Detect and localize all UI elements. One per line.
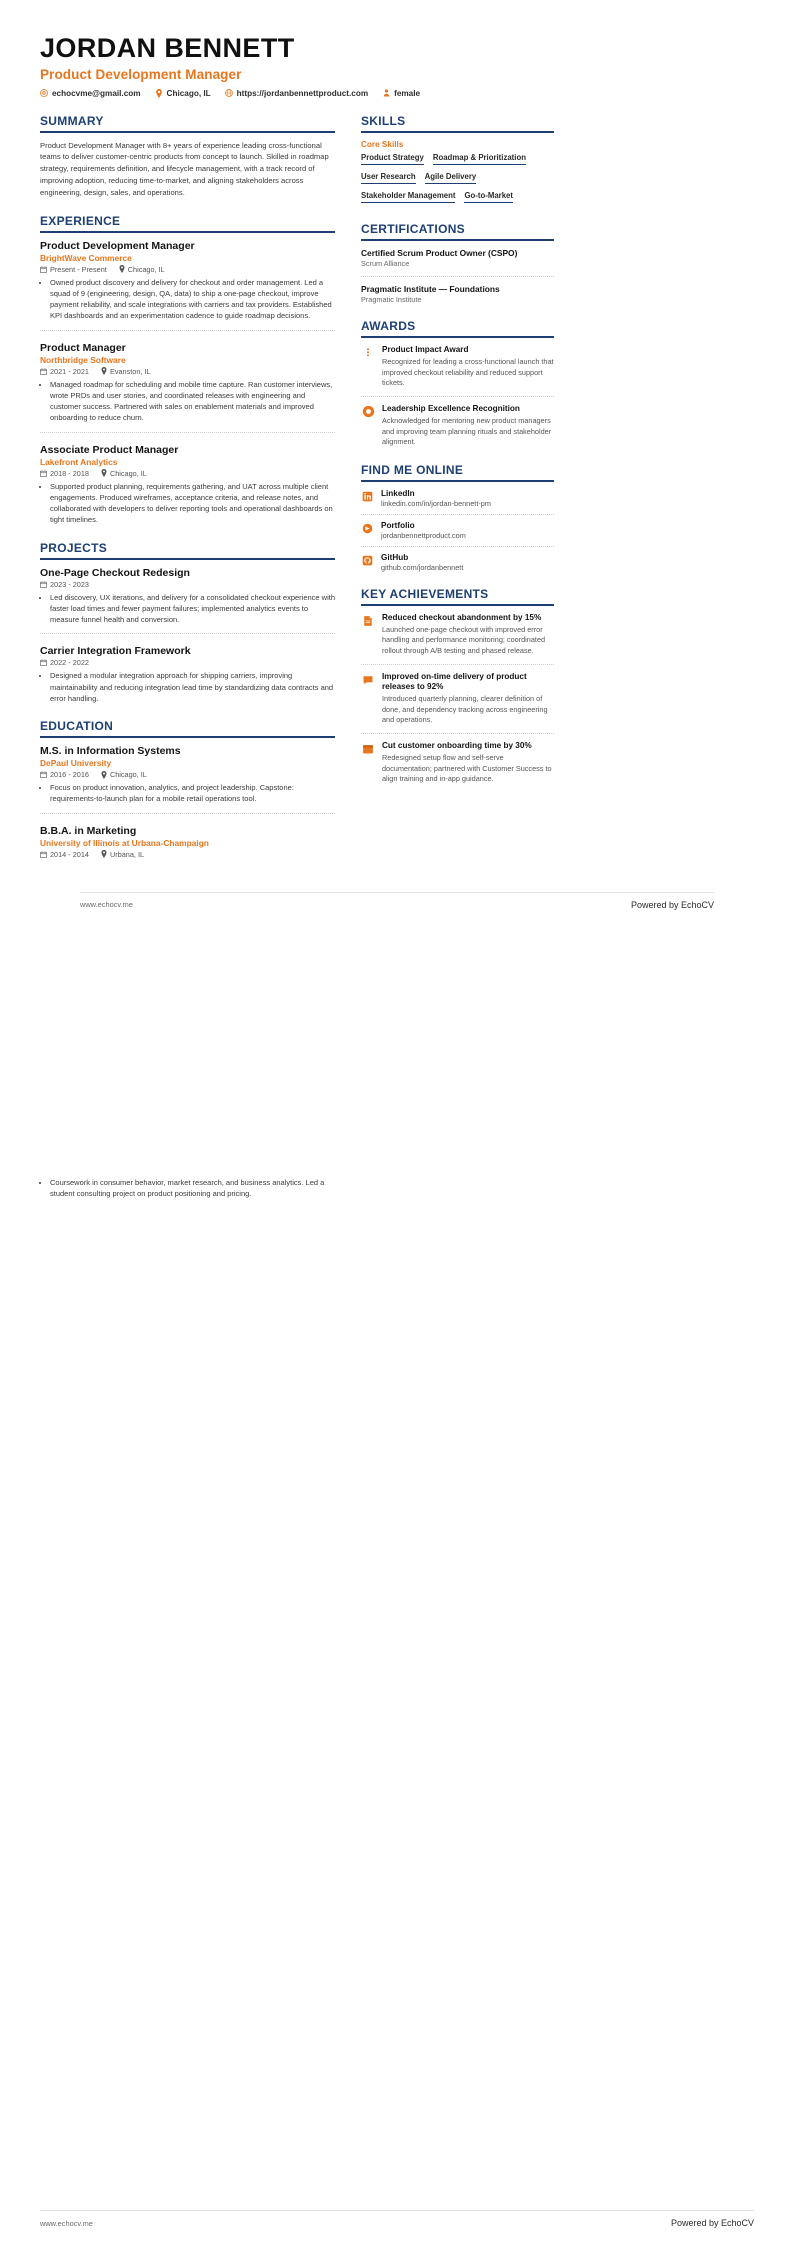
school-name: University of Illinois at Urbana-Champaign: [40, 837, 209, 848]
certification-name: Pragmatic Institute — Foundations: [361, 283, 500, 294]
education-dates: [40, 770, 89, 779]
projects-heading: PROJECTS: [40, 540, 108, 555]
skill-chip: Go-to-Market: [464, 191, 513, 203]
job-bullet: • Managed roadmap for scheduling and mobile time capture. Ran customer interviews, wrote PRDs and user stories, and coordinated releases with engineering and customer success. Partnered with sales on enablement materials and improved onboarding to reduce churn.: [50, 379, 335, 424]
project-meta: [40, 658, 335, 667]
footer-brand: [671, 2218, 754, 2228]
skill-chip: Product Strategy: [361, 153, 424, 165]
education-bullet: • Focus on product innovation, analytics, and project leadership. Capstone: requirements-to-launch plan for a mobile retail operations tool.: [50, 782, 335, 805]
achievement-item: [361, 672, 554, 726]
project-title: One-Page Checkout Redesign: [40, 566, 190, 579]
award-title: Product Impact Award: [382, 344, 469, 354]
award-title: Leadership Excellence Recognition: [382, 403, 520, 413]
education-dates-text: 2014 - 2014: [50, 849, 89, 859]
job-company: Lakefront Analytics: [40, 456, 118, 467]
job-title: Associate Product Manager: [40, 443, 179, 456]
job-dates: [40, 265, 107, 274]
education-dates-text: 2016 - 2016: [50, 770, 89, 780]
achievement-divider: [361, 664, 554, 665]
footer-powered-prefix: Powered by: [630, 899, 681, 910]
entry-divider: [40, 330, 335, 331]
find-me-online-heading: FIND ME ONLINE: [361, 462, 464, 477]
key-achievements-heading: KEY ACHIEVEMENTS: [361, 586, 489, 601]
location-pin-icon: [119, 265, 125, 273]
person-icon: [382, 89, 390, 97]
online-link-body: [381, 521, 466, 540]
left-column: [40, 114, 335, 874]
certification-divider: [361, 276, 554, 277]
summary-heading: SUMMARY: [40, 113, 104, 128]
skills-rule: [361, 131, 554, 133]
skill-chip: User Research: [361, 172, 416, 184]
education-location-text: Urbana, IL: [109, 849, 145, 859]
section-summary: [40, 114, 335, 199]
job-bullets: [40, 379, 335, 424]
skills-heading: SKILLS: [361, 113, 406, 128]
resume-page-2: [0, 1123, 794, 2246]
job-meta: [40, 469, 335, 478]
footer-brand-name: EchoCV: [680, 899, 714, 910]
job-title: Product Manager: [40, 341, 126, 354]
online-link-url: linkedin.com/in/jordan-bennett-pm: [381, 498, 491, 508]
experience-rule: [40, 231, 335, 233]
job-bullets: [40, 277, 335, 322]
award-body: [382, 345, 554, 389]
contact-location-text: Chicago, IL: [166, 88, 211, 98]
project-bullets: [40, 670, 335, 704]
job-location-text: Chicago, IL: [109, 468, 147, 478]
footer-site: www.echocv.me: [40, 2218, 93, 2228]
email-icon: [40, 89, 48, 97]
job-company: BrightWave Commerce: [40, 252, 132, 263]
experience-entry: [40, 342, 335, 433]
calendar-icon: [40, 266, 47, 273]
project-dates: [40, 580, 89, 589]
skills-chip-list: [361, 153, 554, 207]
project-bullets: [40, 592, 335, 626]
experience-heading: EXPERIENCE: [40, 213, 121, 228]
resume-body-continued: [40, 1177, 754, 1200]
job-bullet: • Supported product planning, requirements gathering, and UAT across multiple client engagements. Produced wireframes, acceptance criteria, and release notes, and collaborated with developers to deliver reporting tools and operational dashboards on tight timelines.: [50, 481, 335, 526]
job-company: Northbridge Software: [40, 354, 126, 365]
awards-rule: [361, 336, 554, 338]
skills-group-label: Core Skills: [361, 139, 404, 149]
skill-chip: Agile Delivery: [425, 172, 477, 184]
medal-icon: [361, 405, 375, 419]
achievement-title: Improved on-time delivery of product releases to 92%: [382, 671, 527, 691]
online-link-label: GitHub: [381, 552, 409, 562]
footer-site: www.echocv.me: [80, 900, 133, 910]
footer-brand: [631, 900, 714, 910]
achievement-item: [361, 741, 554, 785]
education-meta: [40, 770, 335, 779]
contact-location: [155, 89, 211, 98]
section-skills: [361, 114, 554, 207]
footer-powered-prefix: Powered by: [670, 2218, 721, 2228]
online-link-item[interactable]: [361, 521, 554, 540]
calendar-icon: [40, 851, 47, 858]
left-column-continued: [40, 1177, 335, 1200]
job-dates-text: 2018 - 2018: [50, 468, 89, 478]
project-meta: [40, 580, 335, 589]
resume-header: [40, 34, 754, 98]
certification-item: [361, 248, 554, 268]
project-dates-text: 2022 - 2022: [50, 658, 89, 668]
skill-chip: Roadmap & Prioritization: [433, 153, 526, 165]
page-footer: [40, 2210, 754, 2228]
degree-title: B.B.A. in Marketing: [40, 824, 137, 837]
certification-item: [361, 284, 554, 304]
contact-email-text: echocvme@gmail.com: [52, 88, 141, 98]
awards-heading: AWARDS: [361, 318, 416, 333]
education-bullets: [40, 782, 335, 805]
achievement-description: Introduced quarterly planning, clearer definition of done, and dependency tracking across engineering and operations.: [382, 694, 548, 725]
section-education: [40, 719, 335, 859]
summary-rule: [40, 131, 335, 133]
education-heading: EDUCATION: [40, 719, 114, 734]
achievement-title: Cut customer onboarding time by 30%: [382, 740, 532, 750]
page-top-spacer: [40, 1123, 754, 1161]
contact-row: [40, 89, 754, 98]
location-pin-icon: [155, 89, 163, 97]
project-dates: [40, 658, 89, 667]
job-meta: [40, 265, 335, 274]
resume-body: [40, 114, 754, 874]
award-description: Acknowledged for mentoring new product managers and improving team planning rituals and stakeholder alignment.: [382, 415, 552, 447]
certification-issuer: Pragmatic Institute: [361, 294, 422, 304]
education-location: [101, 850, 144, 859]
section-awards: [361, 319, 554, 448]
globe-icon: [225, 89, 233, 97]
section-key-achievements: [361, 587, 554, 785]
achievement-item: [361, 613, 554, 657]
job-title: Product Development Manager: [40, 239, 195, 252]
education-location-text: Chicago, IL: [109, 770, 147, 780]
linkedin-icon: [361, 490, 374, 503]
project-bullet: • Designed a modular integration approach for shipping carriers, improving maintainability and reducing integration lead time by standardizing data contracts and error handling.: [50, 670, 335, 704]
calendar-icon: [40, 470, 47, 477]
candidate-role: Product Development Manager: [40, 66, 242, 82]
job-dates-text: 2021 - 2021: [50, 366, 89, 376]
key-achievements-rule: [361, 604, 554, 606]
certification-issuer: Scrum Alliance: [361, 258, 410, 268]
online-link-label: Portfolio: [381, 520, 415, 530]
contact-website[interactable]: [225, 89, 368, 98]
online-link-url: github.com/jordanbennett: [381, 562, 464, 572]
calendar-icon: [40, 771, 47, 778]
chat-icon: [361, 673, 375, 687]
location-pin-icon: [101, 469, 107, 477]
job-location-text: Chicago, IL: [127, 264, 165, 274]
job-dates: [40, 469, 89, 478]
education-bullets: [40, 1177, 335, 1200]
project-entry: [40, 567, 335, 635]
education-meta: [40, 850, 335, 859]
online-link-divider: [361, 514, 554, 515]
skill-chip: Stakeholder Management: [361, 191, 455, 203]
entry-divider: [40, 432, 335, 433]
online-link-item[interactable]: [361, 489, 554, 508]
certifications-heading: CERTIFICATIONS: [361, 221, 465, 236]
document-icon: [361, 614, 375, 628]
right-column: [361, 114, 554, 800]
certification-name: Certified Scrum Product Owner (CSPO): [361, 247, 518, 258]
summary-text: Product Development Manager with 8+ years of experience leading cross-functional teams to deliver customer-centric products from concept to launch. Skilled in roadmap strategy, requirements definition, and lifecycle management, with a track record of improving adoption, reducing time-to-market, and aligning stakeholders across engineering, design, sales, and operations.: [40, 140, 329, 197]
calendar-icon: [40, 659, 47, 666]
online-link-label: LinkedIn: [381, 488, 415, 498]
calendar-icon: [40, 581, 47, 588]
education-location: [101, 770, 147, 779]
contact-email[interactable]: [40, 89, 141, 98]
job-dates: [40, 367, 89, 376]
achievement-body: [382, 741, 554, 785]
section-find-me-online: [361, 463, 554, 572]
education-rule: [40, 736, 335, 738]
ribbon-icon: [361, 346, 375, 360]
portfolio-icon: [361, 522, 374, 535]
job-dates-text: Present - Present: [50, 264, 107, 274]
degree-title: M.S. in Information Systems: [40, 745, 181, 758]
project-title: Carrier Integration Framework: [40, 645, 191, 658]
footer-brand-name: EchoCV: [720, 2218, 754, 2228]
section-experience: [40, 214, 335, 526]
achievement-divider: [361, 733, 554, 734]
education-bullet: • Coursework in consumer behavior, market research, and business analytics. Led a student consulting project on product positioning and pricing.: [50, 1177, 335, 1200]
calendar-icon: [361, 742, 375, 756]
github-icon: [361, 554, 374, 567]
education-entry: [40, 825, 335, 859]
online-link-url: jordanbennettproduct.com: [381, 530, 466, 540]
experience-entry: [40, 444, 335, 526]
education-dates: [40, 850, 89, 859]
calendar-icon: [40, 368, 47, 375]
project-bullet: • Led discovery, UX iterations, and delivery for a consolidated checkout experience with faster load times and fewer payment failures; implemented analytics events to measure funnel health and conversion.: [50, 592, 335, 626]
award-description: Recognized for leading a cross-functional launch that improved checkout reliability and reduced support tickets.: [382, 356, 554, 388]
location-pin-icon: [101, 367, 107, 375]
online-link-body: [381, 553, 463, 572]
location-pin-icon: [101, 850, 107, 858]
section-projects: [40, 541, 335, 705]
achievement-description: Launched one-page checkout with improved error handling and performance monitoring; coordinated rollout through A/B testing and phased release.: [382, 624, 546, 656]
achievement-description: Redesigned setup flow and self-serve documentation; partnered with Customer Success to align training and in-app guidance.: [382, 753, 552, 784]
contact-website-text: https://jordanbennettproduct.com: [236, 88, 369, 98]
award-divider: [361, 396, 554, 397]
job-location: [101, 367, 151, 376]
job-location: [119, 265, 165, 274]
experience-entry: [40, 240, 335, 331]
projects-rule: [40, 558, 335, 560]
contact-gender-text: female: [394, 88, 421, 98]
job-location-text: Evanston, IL: [109, 366, 151, 376]
job-meta: [40, 367, 335, 376]
entry-divider: [40, 633, 335, 634]
achievement-body: [382, 672, 554, 726]
entry-divider: [40, 813, 335, 814]
find-me-online-rule: [361, 480, 554, 482]
award-body: [382, 404, 554, 448]
certifications-rule: [361, 239, 554, 241]
online-link-item[interactable]: [361, 553, 554, 572]
candidate-name: JORDAN BENNETT: [40, 33, 295, 63]
section-certifications: [361, 222, 554, 304]
page-footer: [80, 892, 714, 910]
online-link-body: [381, 489, 491, 508]
award-item: [361, 404, 554, 448]
education-entry: [40, 745, 335, 814]
online-link-divider: [361, 546, 554, 547]
school-name: DePaul University: [40, 758, 112, 769]
job-location: [101, 469, 147, 478]
project-dates-text: 2023 - 2023: [50, 579, 89, 589]
contact-gender: [382, 89, 420, 98]
achievement-body: [382, 613, 554, 657]
project-entry: [40, 645, 335, 704]
job-bullet: • Owned product discovery and delivery for checkout and order management. Led a squad of 9 (engineering, design, QA, data) to ship a one-page checkout, improve payment reliability, and scale integrations with carriers and tax providers. Established KPI dashboards and an experimentation cadence to guide roadmap decisions.: [50, 277, 335, 322]
award-item: [361, 345, 554, 389]
job-bullets: [40, 481, 335, 526]
location-pin-icon: [101, 771, 107, 779]
achievement-title: Reduced checkout abandonment by 15%: [382, 612, 542, 622]
